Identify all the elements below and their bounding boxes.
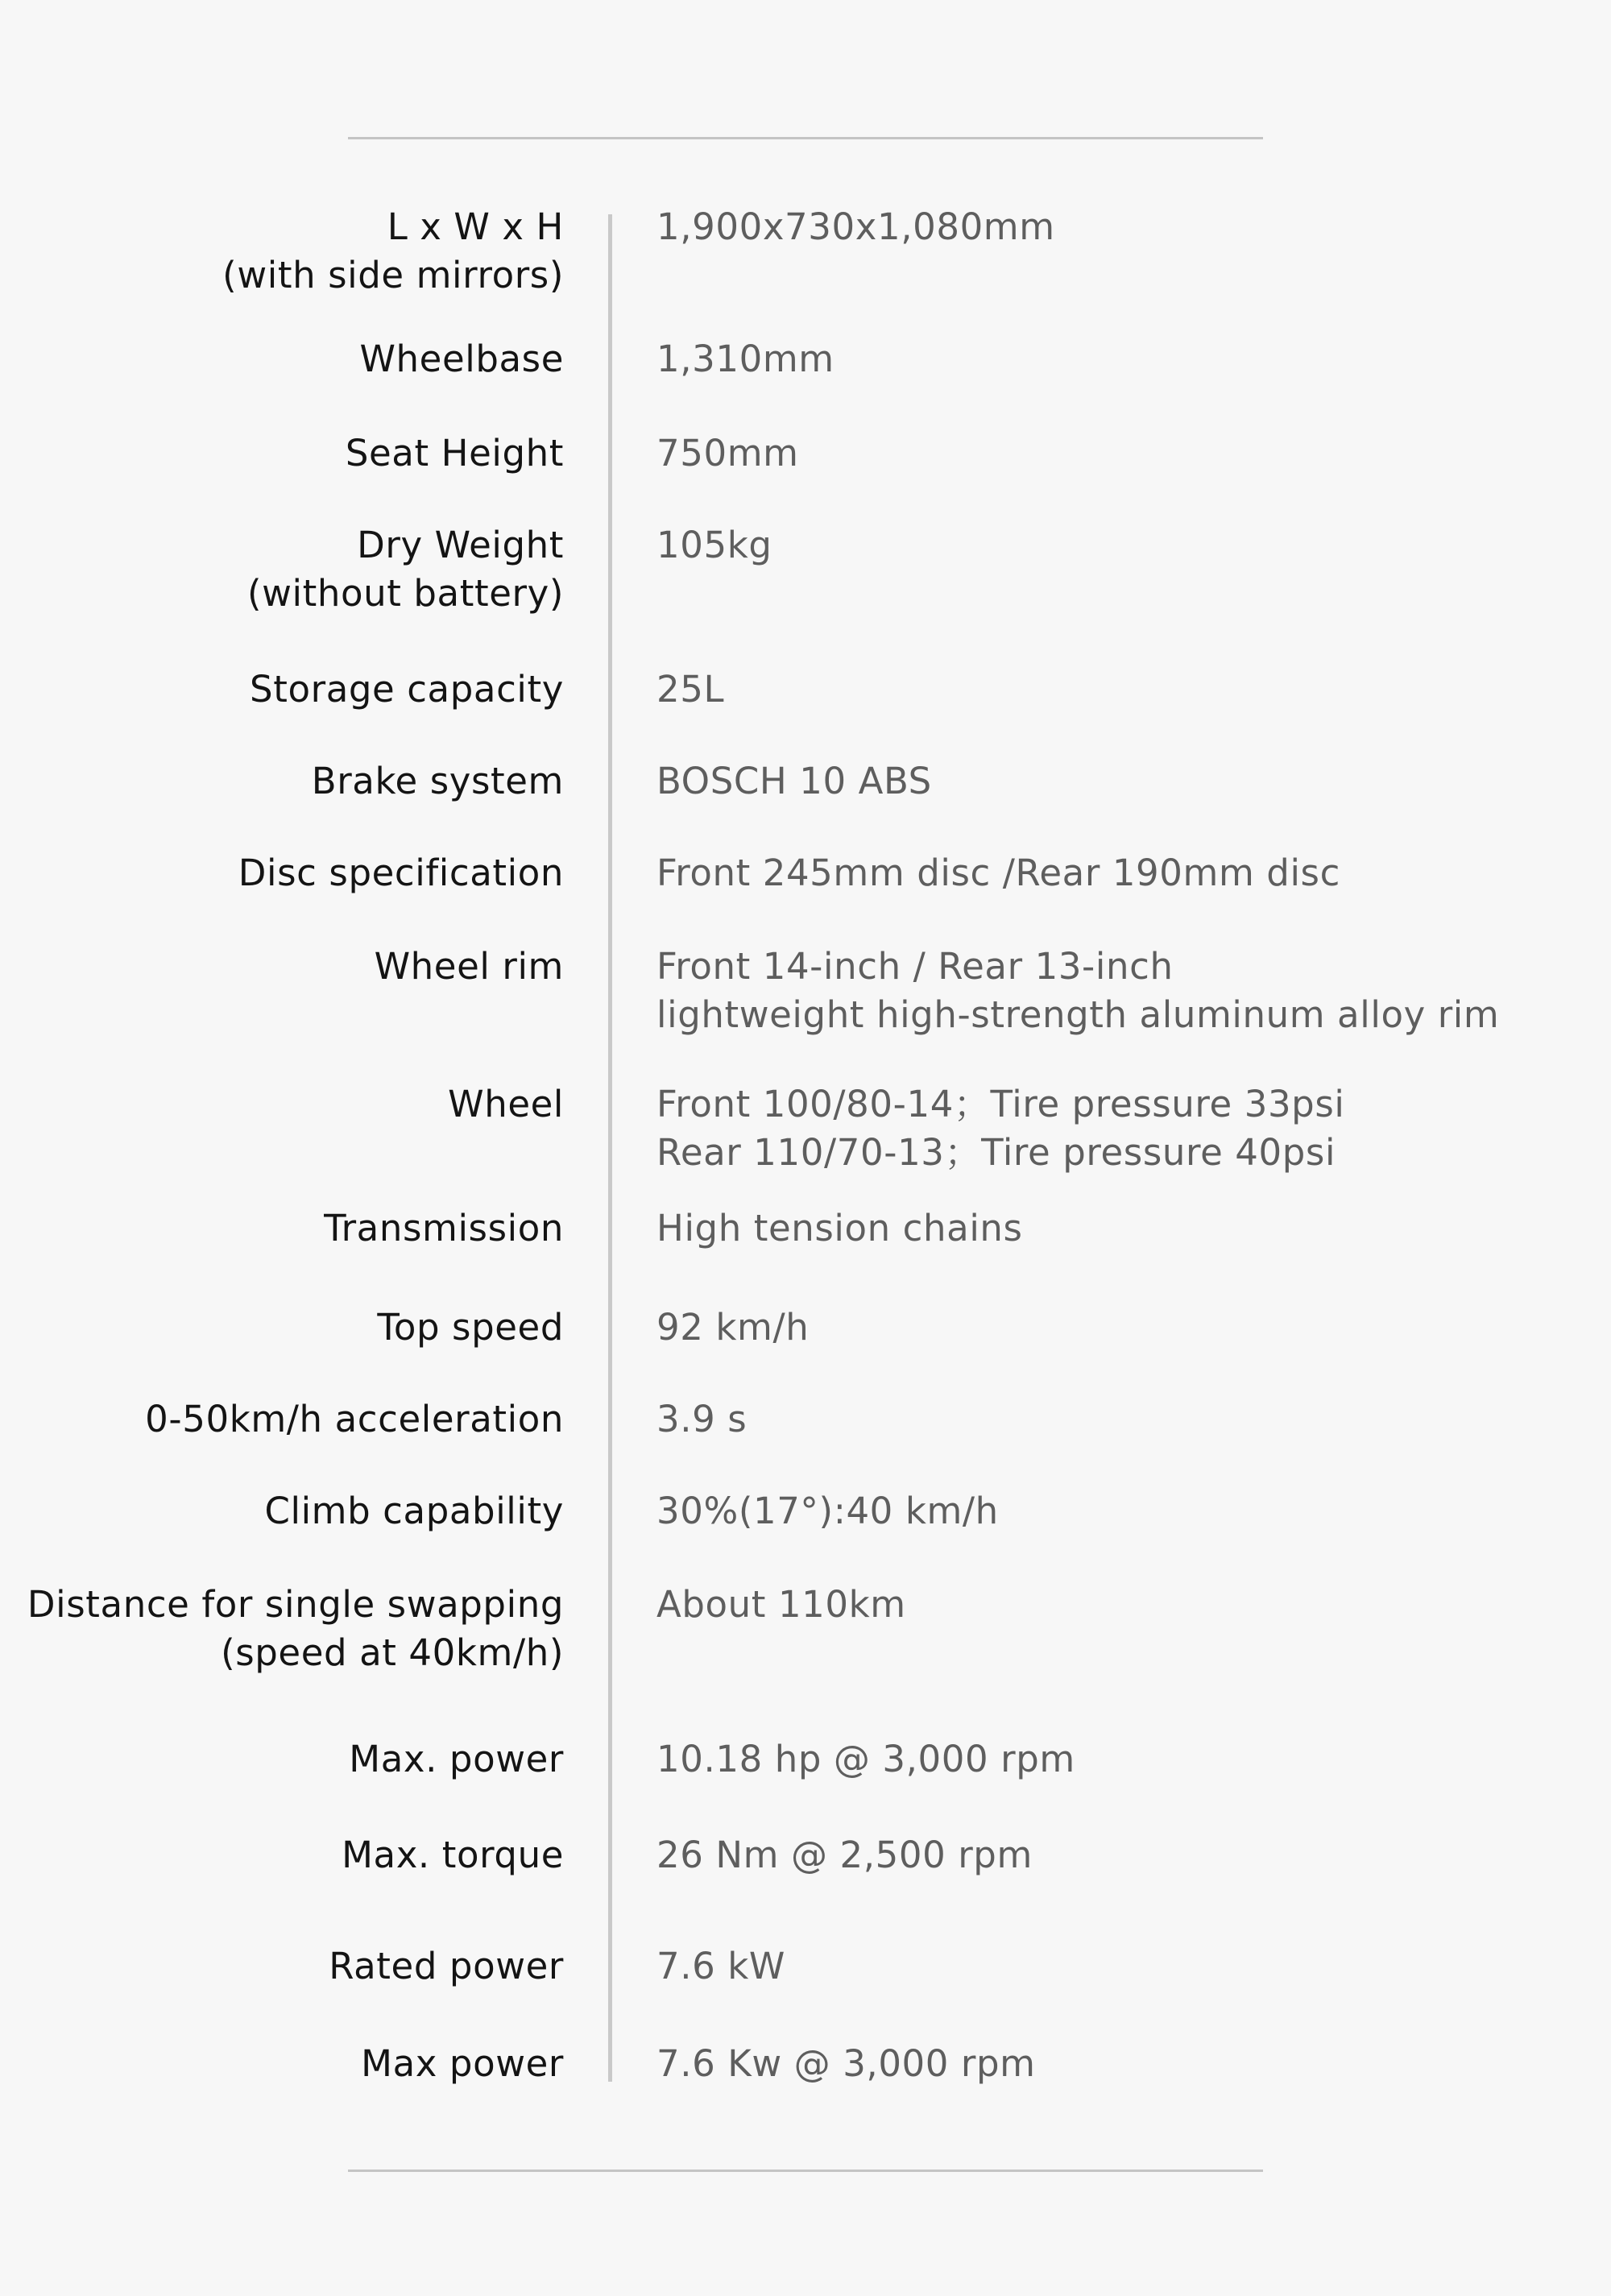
spec-label <box>0 1395 564 1444</box>
spec-label-line: Max. power <box>349 1738 564 1780</box>
spec-label-line: Climb capability <box>264 1490 564 1532</box>
spec-label <box>0 1581 564 1677</box>
spec-value <box>656 521 1599 570</box>
spec-label-line: (speed at 40km/h) <box>221 1631 564 1674</box>
spec-label <box>0 335 564 383</box>
spec-label <box>0 1303 564 1352</box>
bottom-divider-rule <box>348 2170 1263 2172</box>
spec-label-line: (without battery) <box>246 572 564 615</box>
spec-value-line: lightweight high-strength aluminum alloy rim <box>656 993 1500 1036</box>
spec-label-line: Top speed <box>377 1306 564 1349</box>
spec-value-line: 7.6 Kw @ 3,000 rpm <box>656 2042 1036 2085</box>
spec-value-line: 105kg <box>656 524 772 566</box>
spec-value <box>656 757 1599 806</box>
spec-label <box>0 849 564 897</box>
spec-value <box>656 1942 1599 1991</box>
spec-value-line: Front 14-inch / Rear 13-inch <box>656 945 1174 988</box>
spec-value-line: 3.9 s <box>656 1398 748 1440</box>
spec-value-line: About 110km <box>656 1583 906 1626</box>
spec-label-line: Dry Weight <box>357 524 564 566</box>
spec-value-line: 30%(17°):40 km/h <box>656 1490 999 1532</box>
spec-value-line: 7.6 kW <box>656 1945 786 1987</box>
spec-label-line: Brake system <box>311 760 564 802</box>
spec-value-line: 1,310mm <box>656 338 834 380</box>
spec-label <box>0 1942 564 1991</box>
spec-label <box>0 1080 564 1129</box>
spec-value-line: 26 Nm @ 2,500 rpm <box>656 1834 1033 1876</box>
spec-label <box>0 1204 564 1253</box>
spec-label <box>0 2040 564 2088</box>
spec-label-line: Distance for single swapping <box>27 1583 564 1626</box>
spec-value-line: 10.18 hp @ 3,000 rpm <box>656 1738 1075 1780</box>
top-divider-rule <box>348 137 1263 139</box>
spec-value-line: 92 km/h <box>656 1306 810 1349</box>
spec-label <box>0 1735 564 1784</box>
spec-value-line: Front 100/80-14；Tire pressure 33psi <box>656 1083 1345 1125</box>
spec-label-line: Transmission <box>324 1207 564 1250</box>
spec-label <box>0 521 564 618</box>
spec-value <box>656 2040 1599 2088</box>
spec-label-line: Wheelbase <box>359 338 564 380</box>
spec-label-line: L x W x H <box>387 205 564 248</box>
spec-value <box>656 1080 1599 1177</box>
spec-label <box>0 943 564 991</box>
spec-value-line: 25L <box>656 668 725 711</box>
spec-label-line: Max power <box>361 2042 564 2085</box>
spec-label-line: (with side mirrors) <box>222 254 564 296</box>
spec-label-line: Disc specification <box>238 852 564 894</box>
spec-value <box>656 1735 1599 1784</box>
spec-value <box>656 1487 1599 1536</box>
spec-value <box>656 943 1599 1039</box>
spec-value-line: Front 245mm disc /Rear 190mm disc <box>656 852 1340 894</box>
spec-label-line: Storage capacity <box>250 668 564 711</box>
spec-label-line: Wheel rim <box>374 945 564 988</box>
spec-value <box>656 849 1599 897</box>
spec-value <box>656 1204 1599 1253</box>
spec-value-line: 1,900x730x1,080mm <box>656 205 1055 248</box>
spec-value <box>656 203 1599 251</box>
spec-value-line: BOSCH 10 ABS <box>656 760 932 802</box>
spec-value-line: High tension chains <box>656 1207 1023 1250</box>
spec-label-line: Wheel <box>448 1083 564 1125</box>
spec-value <box>656 1395 1599 1444</box>
spec-label <box>0 429 564 478</box>
spec-value <box>656 429 1599 478</box>
spec-value <box>656 1831 1599 1879</box>
spec-label <box>0 1487 564 1536</box>
spec-value <box>656 1581 1599 1629</box>
spec-value <box>656 665 1599 714</box>
spec-value <box>656 1303 1599 1352</box>
spec-value-line: Rear 110/70-13；Tire pressure 40psi <box>656 1131 1336 1174</box>
spec-label-line: Max. torque <box>342 1834 564 1876</box>
spec-label <box>0 203 564 300</box>
spec-label-line: 0-50km/h acceleration <box>145 1398 564 1440</box>
spec-label <box>0 1831 564 1879</box>
spec-label-line: Seat Height <box>345 432 564 475</box>
spec-value <box>656 335 1599 383</box>
column-divider <box>608 214 612 2082</box>
spec-value-line: 750mm <box>656 432 799 475</box>
spec-label-line: Rated power <box>329 1945 564 1987</box>
spec-label <box>0 757 564 806</box>
spec-label <box>0 665 564 714</box>
